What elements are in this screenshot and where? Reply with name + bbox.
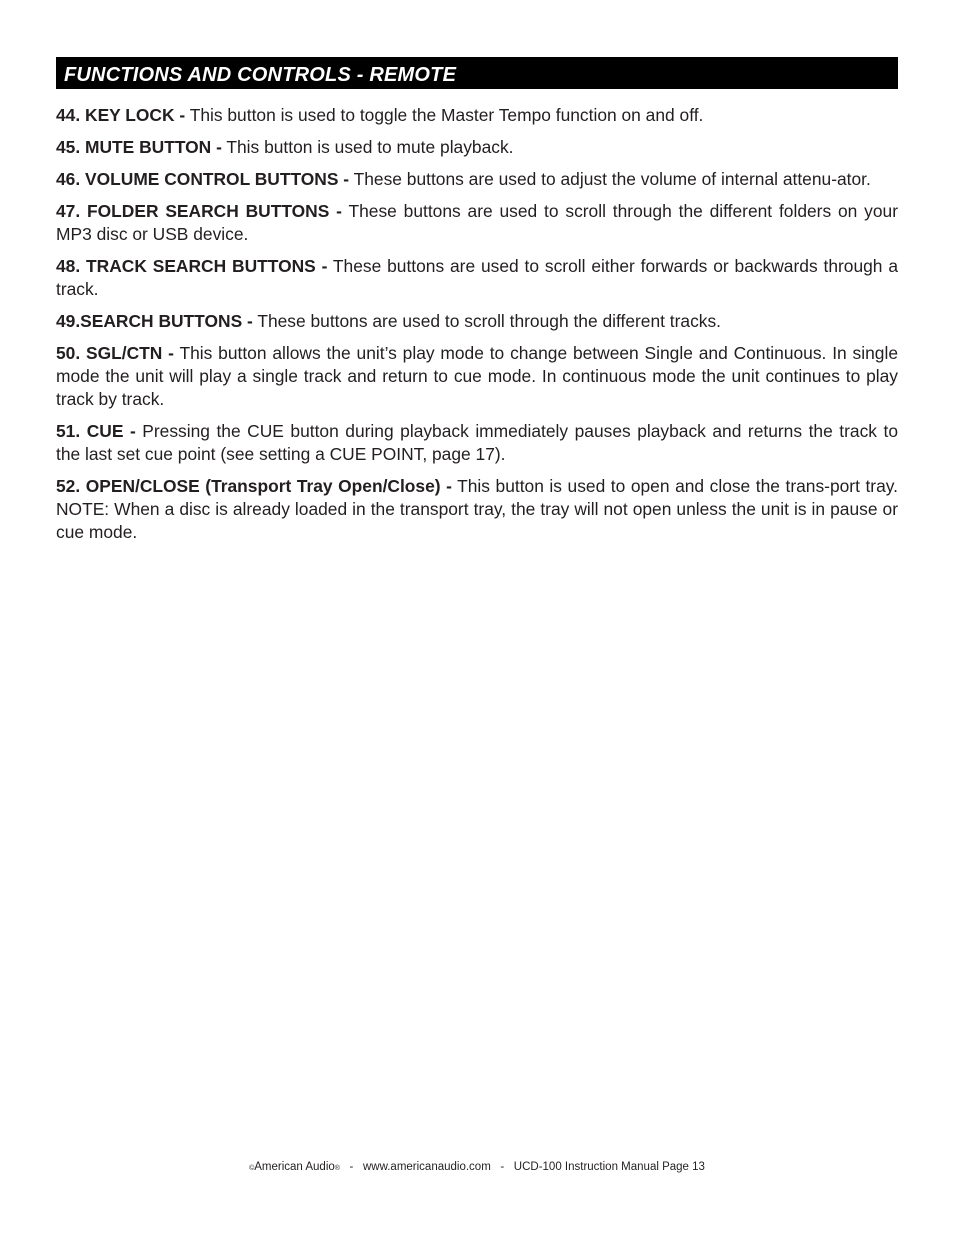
item-label: 51. CUE - <box>56 421 136 441</box>
item-label: 48. TRACK SEARCH BUTTONS - <box>56 256 328 276</box>
footer-website: www.americanaudio.com <box>362 1161 491 1173</box>
list-item <box>56 310 898 333</box>
copyright-symbol: © <box>249 1165 255 1172</box>
section-title: FUNCTIONS AND CONTROLS - REMOTE <box>64 64 457 86</box>
item-label: 49.SEARCH BUTTONS - <box>56 311 253 331</box>
item-label: 44. KEY LOCK - <box>56 105 186 125</box>
item-description: This button is used to open and close the trans-port tray. NOTE: When a disc is already loaded in the transport tray, the tray will not open unless the unit is in pause or cue mode. <box>56 476 898 542</box>
item-label: 46. VOLUME CONTROL BUTTONS - <box>56 169 350 189</box>
footer-separator: - <box>490 1161 514 1173</box>
list-item <box>56 342 898 411</box>
registered-symbol: ® <box>334 1165 340 1172</box>
item-description: These buttons are used to adjust the volume of internal attenu-ator. <box>349 169 871 189</box>
item-description: This button allows the unit’s play mode to change between Single and Continuous. In single mode the unit will play a single track and return to cue mode. In continuous mode the unit continues to play track by track. <box>56 343 898 409</box>
item-label: 45. MUTE BUTTON - <box>56 137 222 157</box>
item-label: 50. SGL/CTN - <box>56 343 174 363</box>
item-description: These buttons are used to scroll through the different folders on your MP3 disc or USB device. <box>56 201 899 244</box>
list-item <box>56 168 898 191</box>
list-item <box>56 475 898 544</box>
list-item <box>56 420 898 466</box>
item-description: These buttons are used to scroll through the different tracks. <box>252 311 722 331</box>
footer-brand: American Audio <box>254 1161 335 1173</box>
item-label: 47. FOLDER SEARCH BUTTONS - <box>56 201 342 221</box>
page-footer <box>0 1161 954 1173</box>
item-label: 52. OPEN/CLOSE (Transport Tray Open/Close) - <box>56 476 452 496</box>
item-description: This button is used to mute playback. <box>221 137 514 157</box>
section-header-bar <box>56 57 898 89</box>
item-description: This button is used to toggle the Master Tempo function on and off. <box>185 105 704 125</box>
item-description: Pressing the CUE button during playback immediately pauses playback and returns the track to the last set cue point (see setting a CUE POINT, page 17). <box>56 421 898 464</box>
list-item <box>56 104 898 127</box>
footer-page-info: UCD-100 Instruction Manual Page 13 <box>513 1161 705 1173</box>
controls-list <box>56 104 898 553</box>
list-item <box>56 136 898 159</box>
list-item <box>56 200 898 246</box>
footer-separator: - <box>339 1161 363 1173</box>
list-item <box>56 255 898 301</box>
item-description: These buttons are used to scroll either forwards or backwards through a track. <box>56 256 898 299</box>
